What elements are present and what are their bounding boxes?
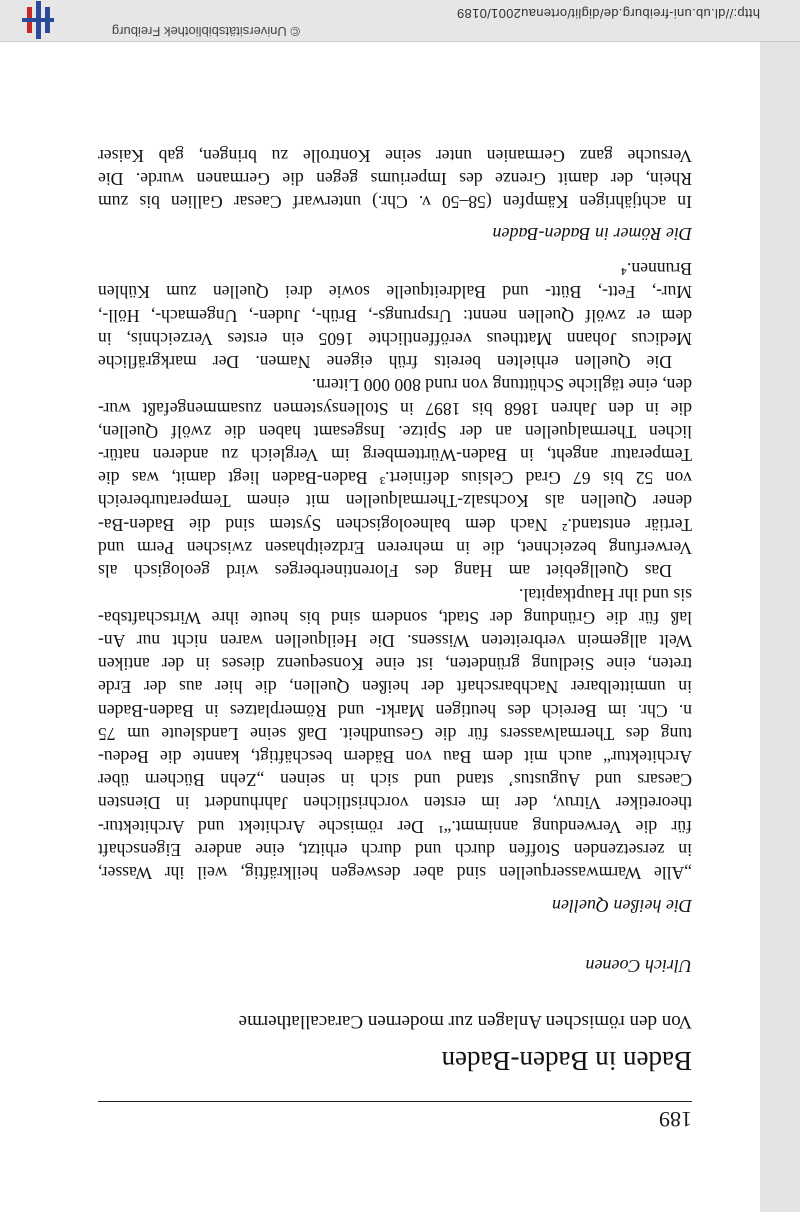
text-line: Tertiär entstand.² Nach dem balneologischen System sind die Baden-Ba- [98,514,692,535]
text-line: Die Quellen erhielten bereits früh eigene Namen. Der markgräfliche [98,352,672,372]
text-line: tung des Thermalwassers für die Gesundheit. Daß seine Landsleute um 75 [98,723,692,744]
text-line: Medicus Johann Mattheus veröffentlichte 1605 ein erstes Verzeichnis, in [98,328,692,349]
text-line: für die Verwendung annimmt.“¹ Der römische Architekt und Architektur- [98,816,692,837]
text-line: In achtjährigen Kämpfen (58–50 v. Chr.) unterwarf Caesar Gallien bis zum [98,192,692,212]
chapter-title: Baden in Baden-Baden [441,1046,692,1076]
chapter-subtitle: Von den römischen Anlagen zur modernen Caracallatherme [238,1011,692,1032]
paragraph-3 [98,257,692,373]
scan-margin [760,42,800,1212]
paragraph-4 [98,143,692,213]
book-page [0,42,760,1212]
library-logo-icon [18,1,58,39]
text-line: Temperatur angeht, in Baden-Württemberg im Vergleich zu anderen natür- [98,445,692,466]
text-line: n. Chr. im Bereich des heutigen Markt- und Römerplatzes in Baden-Baden [98,700,692,721]
text-line: Verwerfung bezeichnet, die in mehreren Erdzeitphasen zwischen Perm und [98,537,692,558]
text-line: in zersetzenden Stoffen durch und durch erhitzt, eine andere Eigenschaft [98,839,692,860]
text-line: laß für die Gründung der Stadt, sondern sind bis heute ihre Wirtschaftsba- [98,607,692,628]
text-line: die in den Jahren 1868 bis 1897 in Stollensystemen zusammengefaßt wur- [98,398,692,419]
text-line: Rhein, der damit Grenze des Imperiums gegen die Germanen wurde. Die [98,168,692,189]
text-line: den, eine tägliche Schüttung von rund 800 000 Litern. [311,375,692,396]
text-line: sis und ihr Hauptkapital. [519,584,692,605]
text-line: Das Quellgebiet am Hang des Florentinerberges wird geologisch als [98,561,672,581]
library-credit: © Universitätsbibliothek Freiburg [111,24,300,39]
text-line: dem er zwölf Quellen nennt: Ursprungs-, Brüh-, Juden-, Ungemach-, Höll-, [98,305,692,326]
text-line: dener Quellen als Kochsalz-Thermalquellen mit einem Temperaturbereich [98,491,692,512]
text-line: Brunnen.⁴ [620,259,692,280]
page-number: 189 [659,1107,692,1132]
text-line: Welt allgemein verbreiteten Wissens. Die Heilquellen waren nicht nur An- [98,631,692,652]
text-line: „Alle Warmwasserquellen sind aber deswegen heilkräftig, weil ihr Wasser, [98,863,692,883]
text-line: Versuche ganz Germanien unter seine Kontrolle zu bringen, gab Kaiser [98,145,692,166]
text-line: theoretiker Vitruv, der im ersten vorchristlichen Jahrhundert in Diensten [98,793,692,814]
text-line: von 52 bis 67 Grad Celsius definiert.³ Baden-Baden liegt damit, was die [98,468,692,489]
paragraph-2 [98,373,692,582]
paragraph-1 [98,583,692,884]
header-rule [98,1101,692,1102]
scan-footer-bar [0,0,800,42]
section-heading-hot-springs: Die heißen Quellen [552,896,692,916]
author-name: Ulrich Coenen [585,956,692,976]
text-line: Caesars und Augustus’ stand und sich in seinen „Zehn Büchern über [98,770,692,791]
text-line: Mur-, Fett-, Bütt- und Baldreitquelle sowie drei Quellen zum Kühlen [98,282,692,303]
text-line: lichen Thermalquellen an der Spitze. Insgesamt haben die zwölf Quellen, [98,421,692,442]
text-line: treten, eine Siedlung gründeten, ist eine Konsequenz dieses in der antiken [98,654,692,675]
source-url[interactable]: http://dl.ub.uni-freiburg.de/diglit/ortenau2001/0189 [456,6,760,21]
text-line: Architektur“ auch mit dem Bau von Bädern beschäftigt, kannte die Bedeu- [98,747,692,768]
text-line: in unmittelbarer Nachbarschaft der heißen Quellen, die hier aus der Erde [98,677,692,698]
section-heading-romans: Die Römer in Baden-Baden [492,224,692,244]
